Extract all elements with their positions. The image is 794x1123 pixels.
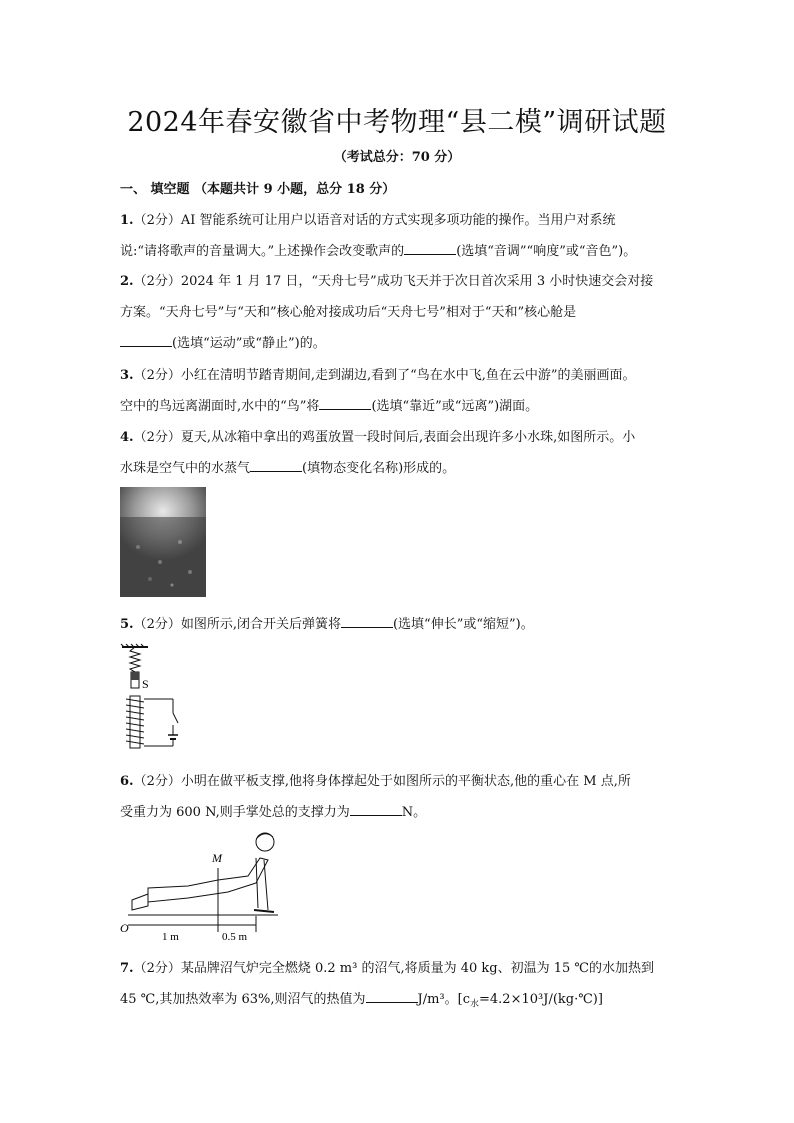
subscript-water: 水 bbox=[470, 999, 480, 1010]
question-5-line-1 bbox=[120, 613, 534, 632]
egg-photo bbox=[120, 487, 206, 597]
question-2-line-2 bbox=[120, 301, 576, 320]
question-text: 受重力为 600 N,则手掌处总的支撑力为 bbox=[120, 805, 350, 820]
question-4-line-1 bbox=[120, 426, 635, 445]
question-1-line-2 bbox=[120, 240, 636, 259]
page-title: 2024年春安徽省中考物理“县二模”调研试题 bbox=[127, 107, 667, 138]
question-3-line-1 bbox=[120, 364, 636, 383]
question-number: 6. bbox=[120, 774, 134, 789]
question-2-line-3 bbox=[120, 332, 326, 351]
question-6-line-1 bbox=[120, 770, 631, 789]
exam-total-score: （考试总分：70 分） bbox=[333, 150, 461, 165]
question-text: (选填“音调”“响度”或“音色”)。 bbox=[456, 244, 637, 259]
magnet-pole-label: S bbox=[142, 677, 149, 691]
question-text: （2分）2024 年 1 月 17 日，“天舟七号”成功飞天并于次日首次采用 3 小时快速交会对接 bbox=[133, 274, 654, 289]
answer-blank[interactable] bbox=[120, 336, 172, 347]
question-1-line-1 bbox=[120, 209, 616, 228]
answer-blank[interactable] bbox=[350, 805, 402, 816]
egg-photo-details bbox=[120, 487, 206, 597]
question-text: 方案。“天舟七号”与“天和”核心舱对接成功后“天舟七号”相对于“天和”核心舱是 bbox=[120, 305, 577, 320]
question-text: (选填“靠近”或“远离”)湖面。 bbox=[371, 399, 539, 414]
question-number: 1. bbox=[120, 213, 134, 228]
section-heading: 一、 填空题 （本题共计 9 小题，总分 18 分） bbox=[120, 182, 396, 197]
question-text: (填物态变化名称)形成的。 bbox=[302, 461, 456, 476]
question-text: N。 bbox=[401, 805, 427, 820]
answer-blank[interactable] bbox=[341, 617, 393, 628]
question-number: 2. bbox=[120, 274, 134, 289]
question-7-line-1 bbox=[120, 957, 654, 976]
question-text: （2分）AI 智能系统可让用户以语音对话的方式实现多项功能的操作。当用户对系统 bbox=[133, 213, 616, 228]
question-text: （2分）如图所示,闭合开关后弹簧将 bbox=[133, 617, 341, 632]
question-text: J/m³。[c bbox=[417, 992, 470, 1007]
question-6-line-2 bbox=[120, 801, 426, 820]
answer-blank[interactable] bbox=[250, 461, 302, 472]
question-number: 7. bbox=[120, 961, 134, 976]
question-text: （2分）小明在做平板支撑,他将身体撑起处于如图所示的平衡状态,他的重心在 M 点,所 bbox=[133, 774, 631, 789]
answer-blank[interactable] bbox=[319, 399, 371, 410]
question-text: =4.2×10³J/(kg·℃)] bbox=[479, 992, 603, 1007]
plank-diagram bbox=[118, 828, 288, 946]
question-text: (选填“伸长”或“缩短”)。 bbox=[392, 617, 534, 632]
pivot-label: O bbox=[120, 921, 129, 935]
question-number: 4. bbox=[120, 430, 134, 445]
question-text: （2分）某品牌沼气炉完全燃烧 0.2 m³ 的沼气,将质量为 40 kg、初温为 15 ℃的水加热到 bbox=[133, 961, 654, 976]
distance-1-label: 1 m bbox=[162, 931, 179, 943]
question-4-line-2 bbox=[120, 457, 455, 476]
center-of-gravity-label: M bbox=[212, 851, 222, 865]
question-text: 45 ℃,其加热效率为 63%,则沼气的热值为 bbox=[120, 992, 366, 1007]
answer-blank[interactable] bbox=[404, 244, 456, 255]
question-number: 3. bbox=[120, 368, 134, 383]
answer-blank[interactable] bbox=[366, 992, 418, 1003]
question-number: 5. bbox=[120, 617, 134, 632]
question-text: 说:“请将歌声的音量调大。”上述操作会改变歌声的 bbox=[120, 244, 405, 259]
distance-2-label: 0.5 m bbox=[222, 931, 248, 943]
question-3-line-2 bbox=[120, 395, 538, 414]
question-text: （2分）小红在清明节踏青期间,走到湖边,看到了“鸟在水中飞,鱼在云中游”的美丽画面。 bbox=[133, 368, 636, 383]
question-text: 空中的鸟远离湖面时,水中的“鸟”将 bbox=[120, 399, 320, 414]
question-7-line-2 bbox=[120, 988, 603, 1010]
spring-electromagnet-diagram bbox=[118, 643, 188, 753]
question-text: （2分）夏天,从冰箱中拿出的鸡蛋放置一段时间后,表面会出现许多小水珠,如图所示。小 bbox=[133, 430, 636, 445]
question-text: (选填“运动”或“静止”)的。 bbox=[172, 336, 326, 351]
question-text: 水珠是空气中的水蒸气 bbox=[120, 461, 251, 476]
question-2-line-1 bbox=[120, 270, 653, 289]
